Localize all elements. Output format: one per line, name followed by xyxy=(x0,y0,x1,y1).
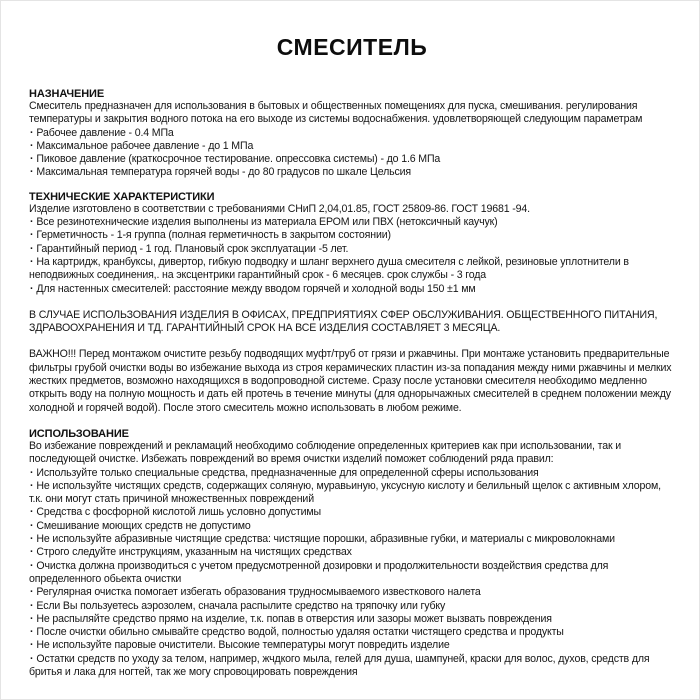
bullet-marker: · xyxy=(30,139,34,152)
bullet-marker: · xyxy=(30,242,34,255)
bullet-marker: · xyxy=(30,612,34,625)
list-item xyxy=(29,153,675,166)
list-item-text: Максимальное рабочее давление - до 1 МПа xyxy=(36,139,254,152)
list-item-text: Средства с фосфорной кислотой лишь условно допустимы xyxy=(36,506,321,519)
list-item-text: Пиковое давление (краткосрочное тестирование. опрессовка системы) - до 1.6 МПа xyxy=(36,153,441,166)
bullet-marker: · xyxy=(30,533,34,546)
usage-heading: ИСПОЛЬЗОВАНИЕ xyxy=(29,427,129,440)
list-item-text: Для настенных смесителей: расстояние между вводом горячей и холодной воды 150 ±1 мм xyxy=(36,282,476,295)
list-item xyxy=(29,229,675,242)
bullet-marker: · xyxy=(30,519,34,532)
bullet-marker: · xyxy=(30,559,34,572)
bullet-marker: · xyxy=(30,126,34,139)
section-specs xyxy=(29,191,675,296)
list-item xyxy=(29,256,675,283)
list-item-text: Максимальная температура горячей воды - до 80 градусов по шкале Цельсия xyxy=(36,166,411,179)
list-item-text: Герметичность - 1-я группа (полная герметичность в закрытом состоянии) xyxy=(36,229,391,242)
list-item-text: Не используйте абразивные чистящие средства: чистящие порошки, абразивные губки, и материалы с микроволокнами xyxy=(36,533,615,546)
bullet-marker: · xyxy=(30,216,34,229)
list-item xyxy=(29,480,675,507)
list-item-text: Не используйте паровые очистители. Высокие температуры могут повредить изделие xyxy=(36,639,450,652)
list-item xyxy=(29,520,675,533)
list-item xyxy=(29,639,675,652)
list-item-text: Регулярная очистка помогает избегать образования трудносмываемого известкового налета xyxy=(36,586,481,599)
list-item-text: Строго следуйте инструкциям, указанным на чистящих средствах xyxy=(36,546,352,559)
list-item xyxy=(29,140,675,153)
purpose-heading: НАЗНАЧЕНИЕ xyxy=(29,88,105,100)
list-item xyxy=(29,600,675,613)
section-purpose xyxy=(29,88,675,180)
list-item-text: Очистка должна производиться с учетом предусмотренной дозировки и продолжительности воздействия средства для определенного обьекта очистки xyxy=(29,559,609,585)
bullet-marker: · xyxy=(30,153,34,166)
bullet-marker: · xyxy=(30,586,34,599)
list-item xyxy=(29,216,675,229)
list-item xyxy=(29,626,675,639)
usage-intro: Во избежание повреждений и рекламаций необходимо соблюдение определенных критериев как при использовании, так и последующей очистке. Избежать повреждений во время очистки изделий поможет соблюдений ряда правил: xyxy=(29,439,622,466)
list-item-text: Смешивание моющих средств не допустимо xyxy=(36,519,251,532)
list-item-text: Используйте только специальные средства, предназначенные для определенной сферы использования xyxy=(36,466,539,479)
important-notice: ВАЖНО!!! Перед монтажом очистите резьбу подводящих муфт/труб от грязи и ржавчины. При монтаже установить предварительные фильтры грубой очистки воды во избежание выхода из строя керамических пластин из-за попадания между ними ржавчины и мелких жестких предметов, возможно находящихся в водопроводной системе. Сразу после установки смесителя необходимо медленно открыть воду на полную мощность и дать ей протечь в течение минуты (для однорычажных смесителей в среднем положении между холодной и горячей водой). После этого смеситель можно использовать в любом режиме. xyxy=(29,348,672,414)
list-item-text: На картридж, кранбуксы, дивертор, гибкую подводку и шланг верхнего душа смесителя с лейкой, резиновые уплотнители в неподвижных соединения,. на эксцентрики гарантийный срок - 6 месяцев. срок службы - 3 года xyxy=(29,255,629,282)
list-item xyxy=(29,546,675,559)
specs-heading: ТЕХНИЧЕСКИЕ ХАРАКТЕРИСТИКИ xyxy=(29,190,215,203)
list-item xyxy=(29,166,675,179)
list-item xyxy=(29,506,675,519)
bullet-marker: · xyxy=(30,479,34,492)
bullet-marker: · xyxy=(30,639,34,652)
document-page xyxy=(1,34,699,679)
list-item xyxy=(29,127,675,140)
bullet-marker: · xyxy=(30,652,34,665)
bullet-marker: · xyxy=(30,166,34,179)
list-item xyxy=(29,653,675,680)
list-item xyxy=(29,586,675,599)
list-item-text: Гарантийный период - 1 год. Плановый срок эксплуатации -5 лет. xyxy=(36,242,349,255)
bullet-marker: · xyxy=(30,599,34,612)
list-item-text: Не используйте чистящих средств, содержащих соляную, муравьиную, уксусную кислоту и белильный щелок с активным хлором, т.к. они могут стать причиной множественных повреждений xyxy=(29,479,661,506)
page-title: СМЕСИТЕЛЬ xyxy=(276,34,428,60)
bullet-marker: · xyxy=(30,506,34,519)
list-item xyxy=(29,283,675,296)
bullet-marker: · xyxy=(30,626,34,639)
list-item-text: Остатки средств по уходу за телом, например, жчдкого мыла, гелей для душа, шампуней, краски для волос, духов, средств для бритья и лака для ногтей, так же могу спровоцировать повреждения xyxy=(29,652,650,678)
purpose-intro: Смеситель предназначен для использования в бытовых и общественных помещениях для пуска, смешивания. регулирования температуры и закрытия водного потока на его выходе из системы водоснабжения. удовлетворяющей следующим параметрам xyxy=(29,100,643,126)
list-item-text: Все резинотехнические изделия выполнены из материала ЕРОМ или ПВХ (нетоксичный каучук) xyxy=(36,216,498,229)
list-item-text: Если Вы пользуетесь аэрозолем, сначала распылите средство на тряпочку или губку xyxy=(36,599,446,612)
list-item-text: После очистки обильно смывайте средство водой, полностью удаляя остатки чистящего средства и продукты xyxy=(36,626,564,639)
list-item xyxy=(29,560,675,587)
bullet-marker: · xyxy=(30,255,34,268)
list-item-text: Не распыляйте средство прямо на изделие, т.к. попав в отверстия или зазоры может вызвать повреждения xyxy=(36,612,552,625)
bullet-marker: · xyxy=(30,282,34,295)
specs-intro: Изделие изготовлено в соответствии с требованиями СНиП 2,04,01.85, ГОСТ 25809-86. ГОСТ 19681 -94. xyxy=(29,202,530,215)
list-item-text: Рабочее давление - 0.4 МПа xyxy=(36,126,174,139)
list-item xyxy=(29,613,675,626)
bullet-marker: · xyxy=(30,546,34,559)
bullet-marker: · xyxy=(30,466,34,479)
bullet-marker: · xyxy=(30,229,34,242)
list-item xyxy=(29,533,675,546)
office-warranty-notice: В СЛУЧАЕ ИСПОЛЬЗОВАНИЯ ИЗДЕЛИЯ В ОФИСАХ, ПРЕДПРИЯТИЯХ СФЕР ОБСЛУЖИВАНИЯ. ОБЩЕСТВЕННОГО ПИТАНИЯ, ЗДРАВООХРАНЕНИЯ И ТД. ГАРАНТИЙНЫЙ СРОК НА ВСЕ ИЗДЕЛИЯ СОСТАВЛЯЕТ 3 МЕСЯЦА. xyxy=(29,308,658,335)
list-item xyxy=(29,243,675,256)
section-usage xyxy=(29,428,675,679)
list-item xyxy=(29,467,675,480)
